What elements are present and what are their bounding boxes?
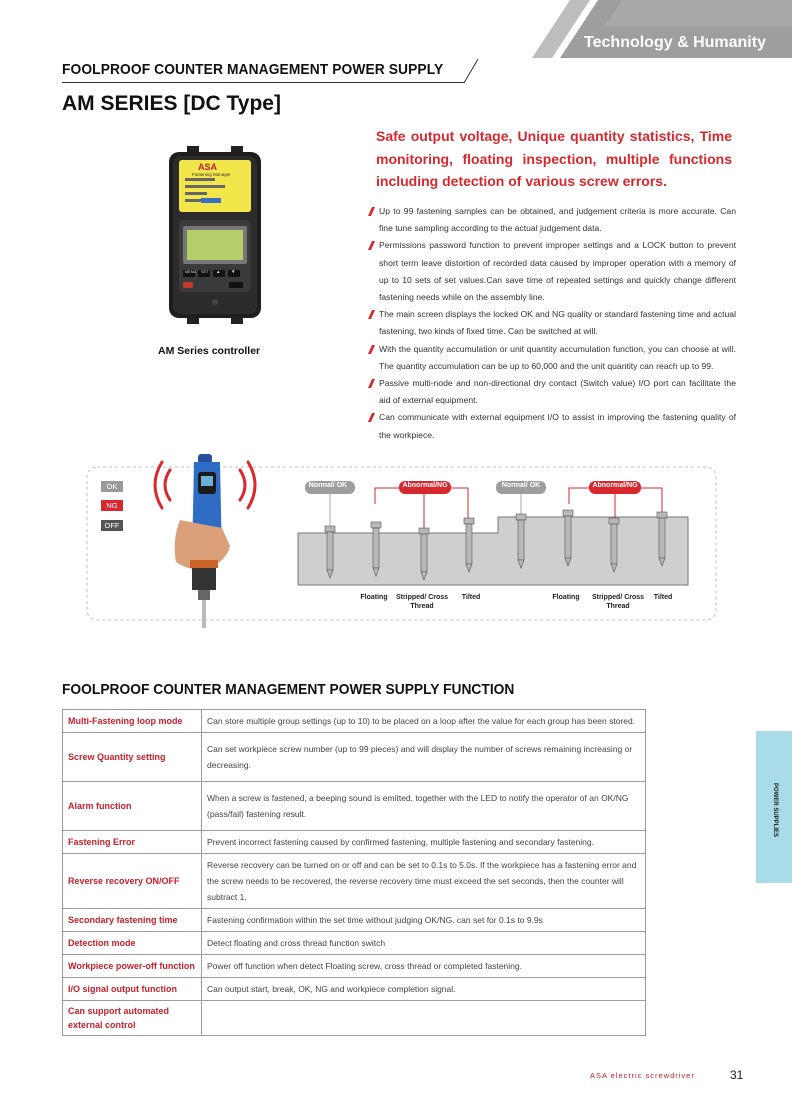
function-table [62, 709, 646, 1036]
function-name: Can support automated external control [63, 1001, 202, 1036]
function-name: Screw Quantity setting [63, 733, 202, 782]
status-ok-badge: OK [101, 481, 123, 492]
table-row [63, 831, 646, 854]
label-stripped-left: Stripped/ Cross Thread [395, 594, 449, 610]
label-floating-right: Floating [552, 594, 580, 601]
function-description: Power off function when detect Floating screw, cross thread or completed fastening. [202, 955, 646, 978]
bullet-slash-icon [368, 413, 375, 422]
tag-abnormal-ng-right: Abnormal/NG [592, 482, 638, 489]
label-stripped-right: Stripped/ Cross Thread [591, 594, 645, 610]
screwdriver-image [150, 450, 270, 640]
header-tagline: Technology & Humanity [584, 34, 766, 51]
table-row [63, 978, 646, 1001]
status-off-badge: OFF [101, 520, 123, 531]
controller-logo: ASA [198, 162, 218, 172]
feature-item: Permissions password function to prevent improper settings and a LOCK button to prevent short term leave distortion of recorded data caused by improper operation with a memory of up to 10 sets of set values.Can save time of repeated settings and quickly change different fastening needs while on the assembly line. [366, 237, 736, 306]
title-underline [62, 82, 482, 90]
function-description: Reverse recovery can be turned on or off and can be set to 0.1s to 5.0s. If the workpiece has a fastening error and the screw needs to be recovered, the reverse recovery time must exceed the set seconds, then the counter will subtract 1. [202, 854, 646, 909]
bullet-slash-icon [368, 241, 375, 250]
function-name: Workpiece power-off function [63, 955, 202, 978]
bullet-slash-icon [368, 379, 375, 388]
function-description: Detect floating and cross thread function switch [202, 932, 646, 955]
table-row [63, 733, 646, 782]
function-name: I/O signal output function [63, 978, 202, 1001]
tag-normal-ok-left: Normal/ OK [308, 482, 348, 489]
controller-caption: AM Series controller [158, 345, 261, 357]
function-name: Reverse recovery ON/OFF [63, 854, 202, 909]
tag-normal-ok-right: Normal/ OK [501, 482, 541, 489]
table-row [63, 955, 646, 978]
bullet-slash-icon [368, 310, 375, 319]
page-title: FOOLPROOF COUNTER MANAGEMENT POWER SUPPLY [62, 61, 444, 78]
series-title: AM SERIES [DC Type] [62, 92, 281, 115]
controller-button-up: ▲ [216, 269, 221, 274]
function-section-title: FOOLPROOF COUNTER MANAGEMENT POWER SUPPLY FUNCTION [62, 681, 515, 698]
table-row [63, 854, 646, 909]
controller-label: Fastening Manager [192, 172, 231, 177]
headline: Safe output voltage, Unique quantity statistics, Time monitoring, floating inspection, multiple functions including detection of various screw errors. [376, 128, 732, 189]
function-description: Can output start, break, OK, NG and workpiece completion signal. [202, 978, 646, 1001]
controller-button-menu: MENU [185, 270, 197, 274]
page-number: 31 [730, 1068, 744, 1082]
function-description: Can set workpiece screw number (up to 99 pieces) and will display the number of screws remaining increasing or decreasing. [202, 733, 646, 782]
feature-item: With the quantity accumulation or unit quantity accumulation function, you can choose at will. The quantity accumulation can be up to 60,000 and the unit quantity can reach up to 99. [366, 341, 736, 375]
function-name: Detection mode [63, 932, 202, 955]
feature-item: The main screen displays the locked OK and NG quality or standard fastening time and actual fastening, two kinds of fixed time. Can be switched at will. [366, 306, 736, 340]
function-description: Prevent incorrect fastening caused by confirmed fastening, multiple fastening and secondary fastening. [202, 831, 646, 854]
function-description [202, 1001, 646, 1036]
label-floating-left: Floating [360, 594, 388, 601]
feature-item: Passive multi-node and non-directional dry contact (Switch value) I/O port can facilitate the aid of external equipment. [366, 375, 736, 409]
function-name: Fastening Error [63, 831, 202, 854]
function-description: Fastening confirmation within the set time without judging OK/NG. can set for 0.1s to 9.9s [202, 909, 646, 932]
footer-brand: ASA electric screwdriver [590, 1071, 695, 1080]
label-tilted-left: Tilted [461, 594, 481, 601]
bullet-slash-icon [368, 207, 375, 216]
feature-item: Can communicate with external equipment I/O to assist in improving the fastening quality of the workpiece. [366, 409, 736, 443]
side-tab-label: POWER SUPPLIES [772, 783, 778, 838]
label-tilted-right: Tilted [653, 594, 673, 601]
section-side-tab [756, 731, 792, 883]
feature-item: Up to 99 fastening samples can be obtained, and judgement criteria is more accurate. Can fine tune sampling according to the actual judgement data. [366, 203, 736, 237]
function-description: Can store multiple group settings (up to 10) to be placed on a loop after the value for each group has been stored. [202, 710, 646, 733]
controller-button-down: ▼ [231, 269, 236, 274]
function-description: When a screw is fastened, a beeping sound is emitted, together with the LED to notify the operator of an OK/NG (pass/fail) fastening result. [202, 782, 646, 831]
table-row [63, 909, 646, 932]
table-row [63, 1001, 646, 1036]
feature-list [366, 203, 736, 444]
function-name: Alarm function [63, 782, 202, 831]
function-name: Multi-Fastening loop mode [63, 710, 202, 733]
table-row [63, 782, 646, 831]
tag-abnormal-ng-left: Abnormal/NG [402, 482, 448, 489]
bullet-slash-icon [368, 345, 375, 354]
title-slash [462, 57, 482, 85]
function-name: Secondary fastening time [63, 909, 202, 932]
table-row [63, 932, 646, 955]
controller-button-set: SET [201, 270, 209, 274]
table-row [63, 710, 646, 733]
status-ng-badge: NG [101, 500, 123, 511]
